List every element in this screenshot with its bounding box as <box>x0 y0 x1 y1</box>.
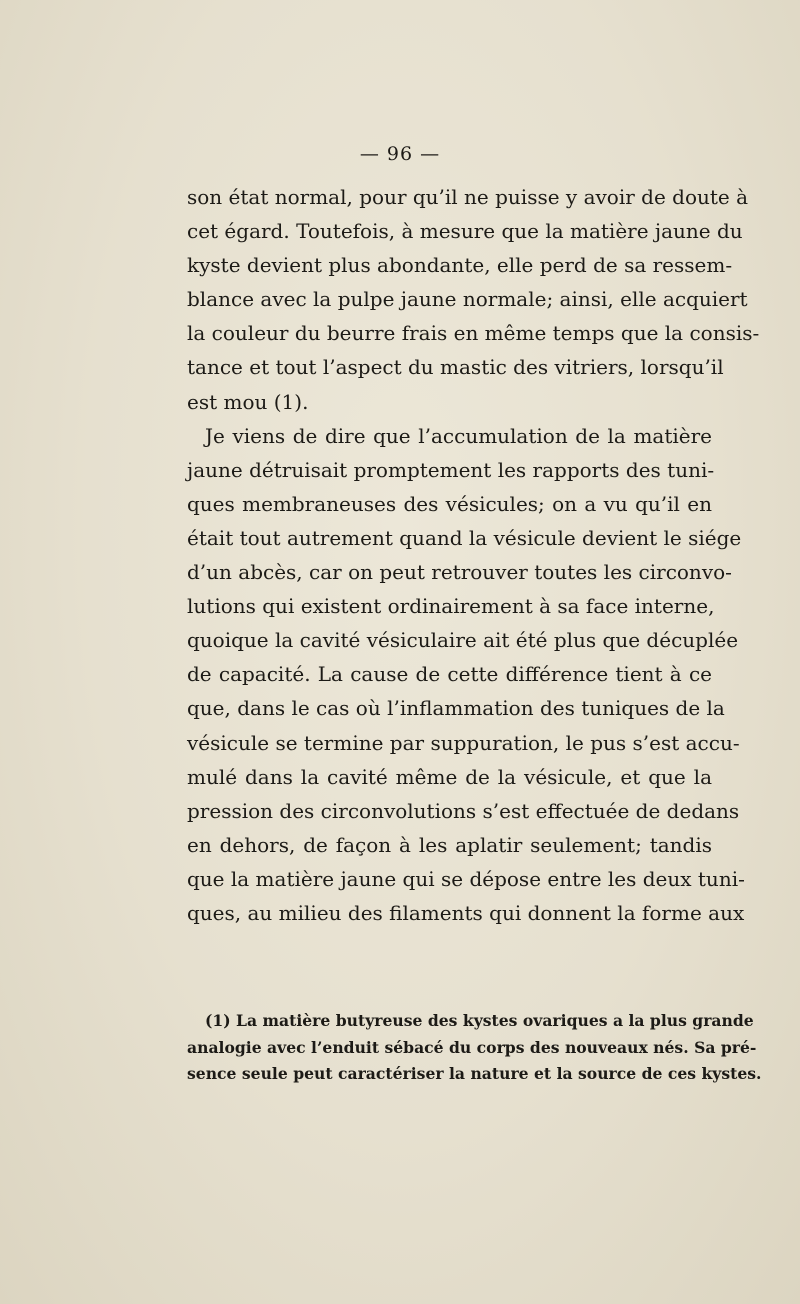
text-line: blance avec la pulpe jaune normale; ainsi, elle acquiert <box>187 287 748 312</box>
text-line: kyste devient plus abondante, elle perd de sa ressem- <box>187 253 733 278</box>
text-line: était tout autrement quand la vésicule devient le siége <box>187 525 742 550</box>
text-line: cet égard. Toutefois, à mesure que la matière jaune du <box>187 219 743 244</box>
text-line: son état normal, pour qu’il ne puisse y avoir de doute à <box>187 185 749 209</box>
text-line: vésicule se termine par suppuration, le pus s’est accu- <box>187 730 740 755</box>
text-line: mulé dans la cavité même de la vésicule, et que la <box>187 764 712 789</box>
text-line: que, dans le cas où l’inflammation des tuniques de la <box>187 696 725 721</box>
text-line: pression des circonvolutions s’est effectuée de dedans <box>187 798 740 823</box>
text-line: que la matière jaune qui se dépose entre les deux tuni- <box>187 866 745 891</box>
text-line: lutions qui existent ordinairement à sa face interne, <box>187 594 715 619</box>
footnote-line: sence seule peut caractériser la nature et la source de ces kystes. <box>187 1064 762 1083</box>
text-line: ques, au milieu des filaments qui donnent la forme aux <box>187 900 745 925</box>
footnote <box>187 1008 762 1088</box>
text-line: en dehors, de façon à les aplatir seulement; tandis <box>187 832 712 857</box>
text-line: d’un abcès, car on peut retrouver toutes les circonvo- <box>187 560 732 585</box>
body-text <box>187 180 760 930</box>
text-line: la couleur du beurre frais en même temps que la consis- <box>187 321 760 346</box>
text-line: de capacité. La cause de cette différence tient à ce <box>187 662 712 687</box>
footnote-line: analogie avec l’enduit sébacé du corps des nouveaux nés. Sa pré- <box>187 1037 757 1057</box>
footnote-line: (1) La matière butyreuse des kystes ovariques a la plus grande <box>205 1011 754 1030</box>
text-line-paragraph-end: est mou (1). <box>187 389 309 414</box>
text-line: tance et tout l’aspect du mastic des vitriers, lorsqu’il <box>187 355 724 380</box>
text-line: jaune détruisait promptement les rapports des tuni- <box>187 457 715 482</box>
page-number: — 96 — <box>359 143 441 165</box>
text-line-paragraph-start: Je viens de dire que l’accumulation de la matière <box>205 423 712 448</box>
text-line: quoique la cavité vésiculaire ait été plus que décuplée <box>187 628 739 653</box>
text-line: ques membraneuses des vésicules; on a vu qu’il en <box>187 491 712 516</box>
